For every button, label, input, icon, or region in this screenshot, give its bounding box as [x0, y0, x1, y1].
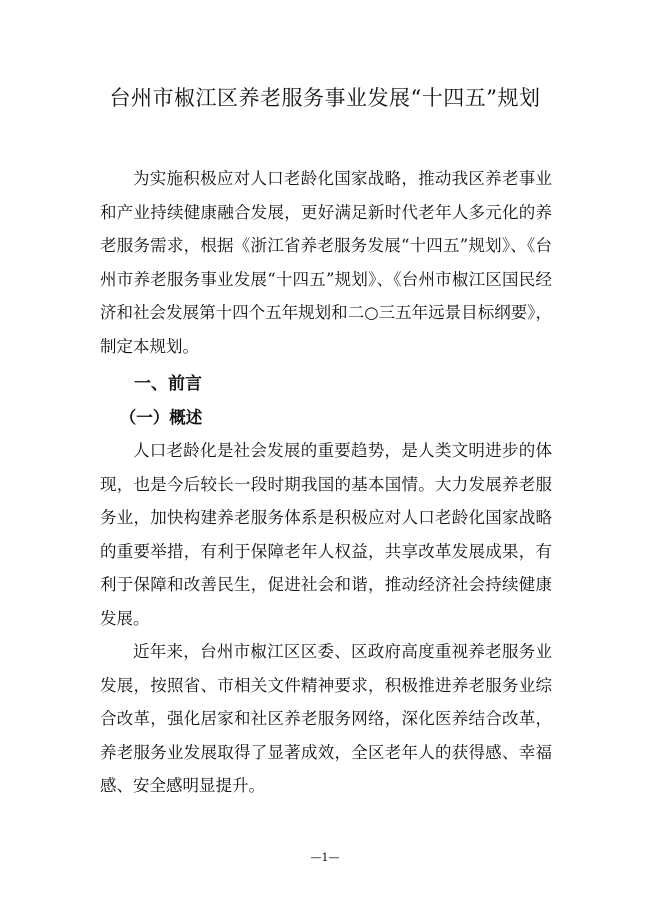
overview-paragraph-2: 近年来，台州市椒江区区委、区政府高度重视养老服务业发展，按照省、市相关文件精神要求，积极推进养老服务业综合改革，强化居家和社区养老服务网络，深化医养结合改革，养老服务业发展取得了显著成效，全区老年人的获得感、幸福感、安全感明显提升。 — [100, 642, 552, 795]
section-heading-preface: 一、前言 — [134, 374, 202, 394]
page-number: —1— — [310, 851, 340, 864]
intro-paragraph: 为实施积极应对人口老龄化国家战略，推动我区养老事业和产业持续健康融合发展，更好满足新时代老年人多元化的养老服务需求，根据《浙江省养老服务发展“十四五”规划》、《台州市养老服务事业发展“十四五”规划》、《台州市椒江区国民经济和社会发展第十四个五年规划和二○三五年远景目标纲要》，制定本规划。 — [100, 169, 552, 356]
overview-paragraph-1: 人口老龄化是社会发展的重要趋势，是人类文明进步的体现，也是今后较长一段时期我国的基本国情。大力发展养老服务业，加快构建养老服务体系是积极应对人口老龄化国家战略的重要举措，有利于保障老年人权益，共享改革发展成果，有利于保障和改善民生，促进社会和谐，推动经济社会持续健康发展。 — [100, 441, 552, 628]
subsection-heading-overview: （一）概述 — [119, 408, 203, 427]
document-title: 台州市椒江区养老服务事业发展“十四五”规划 — [109, 86, 541, 110]
